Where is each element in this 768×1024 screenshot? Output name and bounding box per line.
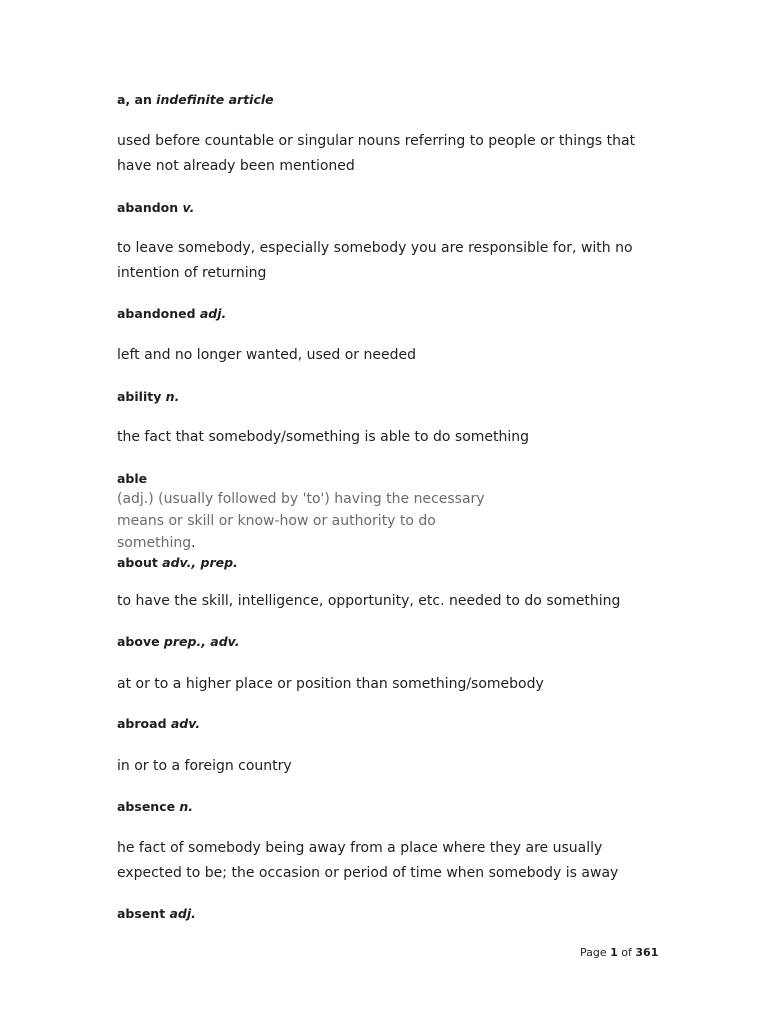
headword: above: [117, 634, 160, 649]
part-of-speech: adj.: [169, 906, 196, 921]
definition-end: .: [191, 535, 196, 551]
entry-headword: [117, 385, 657, 409]
entry-definition: left and no longer wanted, used or needed: [117, 347, 417, 363]
entry-definition: used before countable or singular nouns referring to people or things that have not already been mentioned: [117, 133, 636, 174]
entry-headword: [117, 551, 657, 575]
part-of-speech: n.: [165, 389, 180, 404]
part-of-speech: v.: [182, 200, 195, 215]
entry-headword: [117, 302, 657, 326]
page-number: [580, 946, 658, 959]
of-label: of: [621, 946, 632, 959]
entry-definition: in or to a foreign country: [117, 758, 292, 774]
part-of-speech: indefinite article: [156, 92, 274, 107]
part-of-speech: adv., prep.: [162, 555, 238, 570]
part-of-speech: adv.: [170, 716, 201, 731]
entry-headword: [117, 196, 657, 220]
headword: abroad: [117, 716, 167, 731]
part-of-speech: n.: [179, 799, 194, 814]
entry-headword: [117, 902, 657, 926]
headword: a, an: [117, 92, 152, 107]
current-page: 1: [610, 946, 618, 959]
headword: abandoned: [117, 306, 196, 321]
total-pages: 361: [635, 946, 659, 959]
headword: abandon: [117, 200, 179, 215]
headword: ability: [117, 389, 162, 404]
entry-headword: [117, 88, 657, 112]
entry-definition: to leave somebody, especially somebody you are responsible for, with no intention of returning: [117, 240, 633, 281]
entry-definition: he fact of somebody being away from a place where they are usually expected to be; the occasion or period of time when somebody is away: [117, 840, 619, 881]
definition-text: (adj.) (usually followed by 'to') having the necessary means or skill or know-how or authority to do something: [117, 491, 485, 551]
headword: about: [117, 555, 158, 570]
headword: absence: [117, 799, 176, 814]
entry-definition: to have the skill, intelligence, opportunity, etc. needed to do something: [117, 593, 621, 609]
entry-definition: [117, 488, 517, 554]
part-of-speech: adj.: [199, 306, 227, 321]
entry-headword: [117, 795, 657, 819]
part-of-speech: prep., adv.: [163, 634, 240, 649]
entry-headword: [117, 712, 657, 736]
headword: absent: [117, 906, 166, 921]
page-label: Page: [580, 946, 607, 959]
entry-definition: the fact that somebody/something is able to do something: [117, 429, 530, 445]
entry-definition: at or to a higher place or position than something/somebody: [117, 676, 544, 692]
headword: able: [117, 471, 148, 486]
entry-headword: [117, 630, 657, 654]
